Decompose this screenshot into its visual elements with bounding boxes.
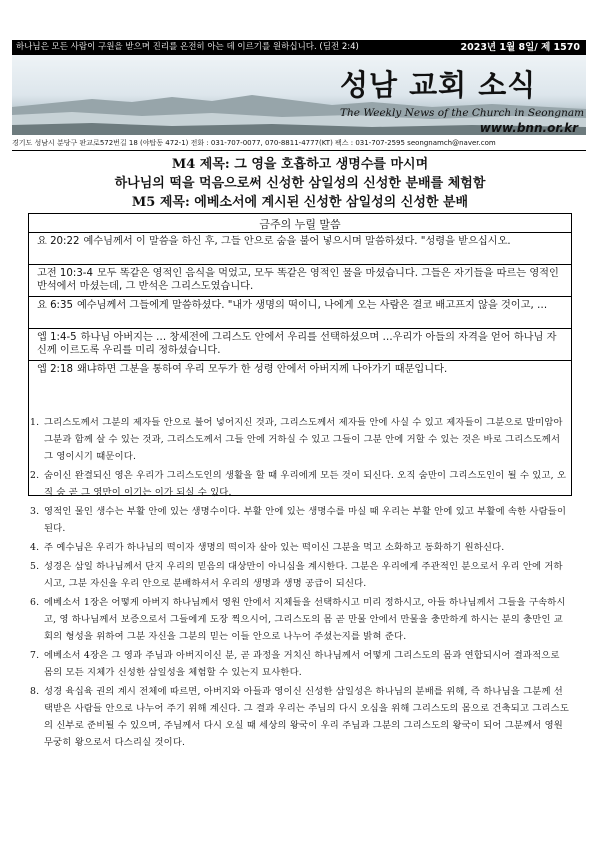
contact-line: 경기도 성남시 분당구 판교로572번길 18 (야탑동 472-1) 전화 : 031-707-0077, 070-8811-4777(KT) 팩스 : 031-707-2595 seongnamch@naver.com	[12, 136, 586, 151]
point-item	[30, 594, 570, 645]
newsletter-title: 성남 교회 소식	[340, 68, 537, 102]
point-number: 4.	[30, 542, 40, 553]
point-text: 성경은 삼일 하나님께서 단지 우리의 믿음의 대상만이 아니심을 계시한다. 그분은 우리에게 주관적인 분으로서 우리 안에 거하시고, 그분 자신을 우리 안으로 분배하셔서 우리의 생명과 생명 공급이 되신다.	[44, 561, 563, 589]
verse-ref: 요 6:35	[37, 300, 73, 311]
point-item	[30, 539, 570, 556]
point-item	[30, 558, 570, 592]
divider	[29, 232, 571, 233]
point-number: 5.	[30, 561, 40, 572]
point-item	[30, 683, 570, 751]
point-text: 성경 육십육 권의 계시 전체에 따르면, 아버지와 아들과 영이신 신성한 삼일성은 하나님의 분배를 위해, 즉 하나님을 그분께 선택받은 사람들 안으로 나누어 주기 위해 계신다. 그 결과 우리는 주님의 다시 오심을 위해 그리스도의 몸으로 건축되고 그리스도의 신부로 준비될 수 있으며, 주님께서 다시 오실 때 세상의 왕국이 우리 주님과 그분의 그리스도의 왕국이 되어 그분께서 영원무궁히 왕으로서 다스리실 것이다.	[44, 686, 570, 748]
headline-m4-sub: 하나님의 떡을 먹음으로써 신성한 삼일성의 신성한 분배를 체험함	[114, 176, 486, 191]
point-number: 2.	[30, 470, 40, 481]
divider	[29, 296, 571, 297]
point-text: 에베소서 4장은 그 영과 주님과 아버지이신 분, 곧 과정을 거치신 하나님께서 어떻게 그리스도의 몸과 연합되시어 결과적으로 몸의 모든 지체가 신성한 삼일성을 체험할 수 있는지 묘사한다.	[44, 650, 560, 678]
point-number: 8.	[30, 686, 40, 697]
point-text: 주 예수님은 우리가 하나님의 떡이자 생명의 떡이자 살아 있는 떡이신 그분을 먹고 소화하고 동화하기 원하신다.	[44, 542, 505, 553]
point-text: 에베소서 1장은 어떻게 아버지 하나님께서 영원 안에서 지체들을 선택하시고 미리 정하시고, 아들 하나님께서 그들을 구속하시고, 영 하나님께서 보증으로서 그들에게 도장 찍으시어, 그리스도의 몸 곧 만물 안에서 만물을 충만하게 하시는 분의 충만인 교회의 형성을 위하여 그분 자신을 그분의 믿는 이들 안으로 나누어 주셨는지를 밝혀 준다.	[44, 597, 566, 642]
verse-ref: 엡 1:4-5	[37, 332, 77, 343]
point-item	[30, 647, 570, 681]
issue-date: 2023년 1월 8일/ 제 1570	[460, 42, 580, 53]
point-item	[30, 414, 570, 465]
motto-text: 하나님은 모든 사람이 구원을 받으며 진리를 온전히 아는 데 이르기를 원하십니다. (딤전 2:4)	[16, 42, 359, 52]
verse-text: 모두 똑같은 영적인 음식을 먹었고, 모두 똑같은 영적인 물을 마셨습니다. 그들은 자기들을 따르는 영적인 반석에서 마셨는데, 그 반석은 그리스도였습니다.	[37, 268, 559, 292]
verse-item	[37, 235, 562, 248]
verse-text: 예수님께서 그들에게 말씀하셨다. "내가 생명의 떡이니, 나에게 오는 사람은 결코 배고프지 않을 것이고, …	[76, 300, 548, 311]
headline-m4: M4 제목: 그 영을 호흡하고 생명수를 마시며	[171, 157, 429, 172]
website-link[interactable]: www.bnn.or.kr	[479, 121, 578, 135]
verse-box-title: 금주의 누릴 말씀	[259, 218, 341, 231]
verse-ref: 고전 10:3-4	[37, 268, 93, 279]
newsletter-subtitle: The Weekly News of the Church in Seongnam	[340, 107, 585, 119]
verse-ref: 요 20:22	[37, 236, 80, 247]
point-item	[30, 467, 570, 501]
verse-item	[37, 267, 562, 293]
point-item	[30, 503, 570, 537]
point-text: 숨이신 완결되신 영은 우리가 그리스도인의 생활을 할 때 우리에게 모든 것이 되신다. 오직 숨만이 그리스도인이 될 수 있고, 오직 숨 곧 그 영만이 이기는 이가 되실 수 있다.	[44, 470, 567, 498]
divider	[29, 360, 571, 361]
verse-item	[37, 299, 562, 312]
verse-text: 하나님 아버지는 … 창세전에 그리스도 안에서 우리를 선택하셨으며 …우리가 아들의 자격을 얻어 하나님 자신께 이르도록 우리를 미리 정하셨습니다.	[37, 332, 557, 356]
verse-text: 왜냐하면 그분을 통하여 우리 모두가 한 성령 안에서 아버지께 나아가기 때문입니다.	[76, 364, 448, 375]
top-bar	[12, 40, 586, 55]
point-number: 7.	[30, 650, 40, 661]
verse-text: 예수님께서 이 말씀을 하신 후, 그들 안으로 숨을 불어 넣으시며 말씀하셨다. "성령을 받으십시오.	[83, 236, 511, 247]
verse-item	[37, 363, 562, 376]
divider	[29, 264, 571, 265]
point-number: 6.	[30, 597, 40, 608]
divider	[29, 328, 571, 329]
verse-ref: 엡 2:18	[37, 364, 73, 375]
masthead-banner	[12, 55, 586, 135]
headline-m5: M5 제목: 에베소서에 계시된 신성한 삼일성의 신성한 분배	[131, 195, 469, 210]
point-text: 영적인 물인 생수는 부활 안에 있는 생명수이다. 부활 안에 있는 생명수를 마실 때 우리는 부활 안에 있고 부활에 속한 사람들이 된다.	[44, 506, 567, 534]
point-number: 3.	[30, 506, 40, 517]
point-text: 그리스도께서 그분의 제자들 안으로 불어 넣어지신 것과, 그리스도께서 제자들 안에 사실 수 있고 제자들이 그분으로 말미암아 그분과 함께 살 수 있는 것과, 그리스도께서 그들 안에 거하실 수 있고 그들이 그분 안에 거할 수 있는 것은 바로 그리스도께서 그 영이시기 때문이다.	[44, 417, 563, 462]
verse-item	[37, 331, 562, 357]
point-number: 1.	[30, 417, 40, 428]
